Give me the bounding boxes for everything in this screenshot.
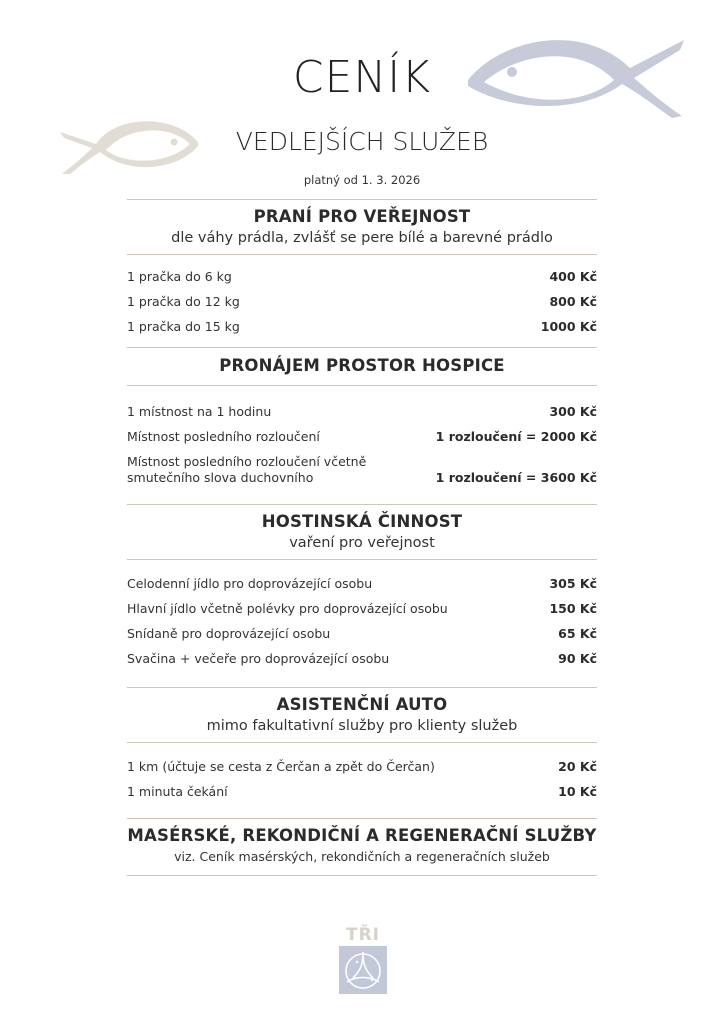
section-subtitle: viz. Ceník masérských, rekondičních a regeneračních služeb bbox=[174, 849, 550, 864]
triangle-circle-emblem-icon bbox=[339, 946, 387, 994]
price-row bbox=[127, 759, 597, 775]
item-label: Celodenní jídlo pro doprovázející osobu bbox=[127, 576, 373, 591]
section-header bbox=[127, 200, 597, 254]
item-label: Místnost posledního rozloučení včetně smutečního slova duchovního bbox=[127, 454, 367, 485]
section-header bbox=[127, 348, 597, 385]
item-price: 300 Kč bbox=[549, 404, 597, 419]
section-header bbox=[127, 688, 597, 742]
item-price: 305 Kč bbox=[549, 576, 597, 591]
price-list bbox=[127, 199, 597, 876]
item-price: 20 Kč bbox=[558, 759, 597, 774]
price-row bbox=[127, 576, 597, 592]
section-items bbox=[127, 255, 597, 347]
item-price: 10 Kč bbox=[558, 784, 597, 799]
section-items bbox=[127, 743, 597, 818]
item-label: 1 minuta čekání bbox=[127, 784, 228, 799]
divider bbox=[127, 875, 597, 876]
organization-logo bbox=[338, 926, 388, 994]
item-label: Snídaně pro doprovázející osobu bbox=[127, 626, 331, 641]
section-title: ASISTENČNÍ AUTO bbox=[276, 695, 448, 714]
section-subtitle: vaření pro veřejnost bbox=[289, 535, 435, 551]
price-row bbox=[127, 651, 597, 667]
section-header bbox=[127, 819, 597, 875]
price-row bbox=[127, 294, 597, 310]
item-label: Místnost posledního rozloučení bbox=[127, 429, 320, 444]
valid-from-text: platný od 1. 3. 2026 bbox=[303, 173, 421, 187]
section-items bbox=[127, 386, 597, 504]
item-price: 400 Kč bbox=[549, 269, 597, 284]
price-row bbox=[127, 454, 597, 486]
price-row bbox=[127, 601, 597, 617]
price-row bbox=[127, 319, 597, 335]
item-price: 150 Kč bbox=[549, 601, 597, 616]
item-price: 1 rozloučení = 2000 Kč bbox=[435, 429, 597, 444]
section-header bbox=[127, 505, 597, 559]
item-label: 1 km (účtuje se cesta z Čerčan a zpět do Čerčan) bbox=[127, 759, 435, 774]
item-price: 65 Kč bbox=[558, 626, 597, 641]
item-label: Svačina + večeře pro doprovázející osobu bbox=[127, 651, 390, 666]
section-subtitle: dle váhy prádla, zvlášť se pere bílé a barevné prádlo bbox=[171, 230, 553, 246]
price-row bbox=[127, 404, 597, 420]
section-title: PRANÍ PRO VEŘEJNOST bbox=[253, 207, 471, 226]
price-row bbox=[127, 784, 597, 800]
page-title: CENÍK bbox=[292, 52, 432, 103]
price-row bbox=[127, 429, 597, 445]
page-subtitle: VEDLEJŠÍCH SLUŽEB bbox=[235, 127, 489, 156]
logo-text: TŘI bbox=[345, 925, 380, 945]
item-label: 1 pračka do 6 kg bbox=[127, 269, 232, 284]
item-price: 1000 Kč bbox=[540, 319, 597, 334]
item-label: 1 pračka do 15 kg bbox=[127, 319, 240, 334]
item-label: Hlavní jídlo včetně polévky pro doprovázející osobu bbox=[127, 601, 448, 616]
section-subtitle: mimo fakultativní služby pro klienty služeb bbox=[206, 718, 518, 734]
logo-emblem bbox=[339, 946, 387, 994]
item-label: 1 místnost na 1 hodinu bbox=[127, 404, 272, 419]
section-items bbox=[127, 560, 597, 687]
item-label: 1 pračka do 12 kg bbox=[127, 294, 240, 309]
item-price: 800 Kč bbox=[549, 294, 597, 309]
section-title: MASÉRSKÉ, REKONDIČNÍ A REGENERAČNÍ SLUŽBY bbox=[127, 826, 597, 845]
item-price: 90 Kč bbox=[558, 651, 597, 666]
price-row bbox=[127, 626, 597, 642]
section-title: HOSTINSKÁ ČINNOST bbox=[261, 512, 463, 531]
section-title: PRONÁJEM PROSTOR HOSPICE bbox=[219, 356, 505, 375]
price-row bbox=[127, 269, 597, 285]
item-price: 1 rozloučení = 3600 Kč bbox=[435, 470, 597, 485]
